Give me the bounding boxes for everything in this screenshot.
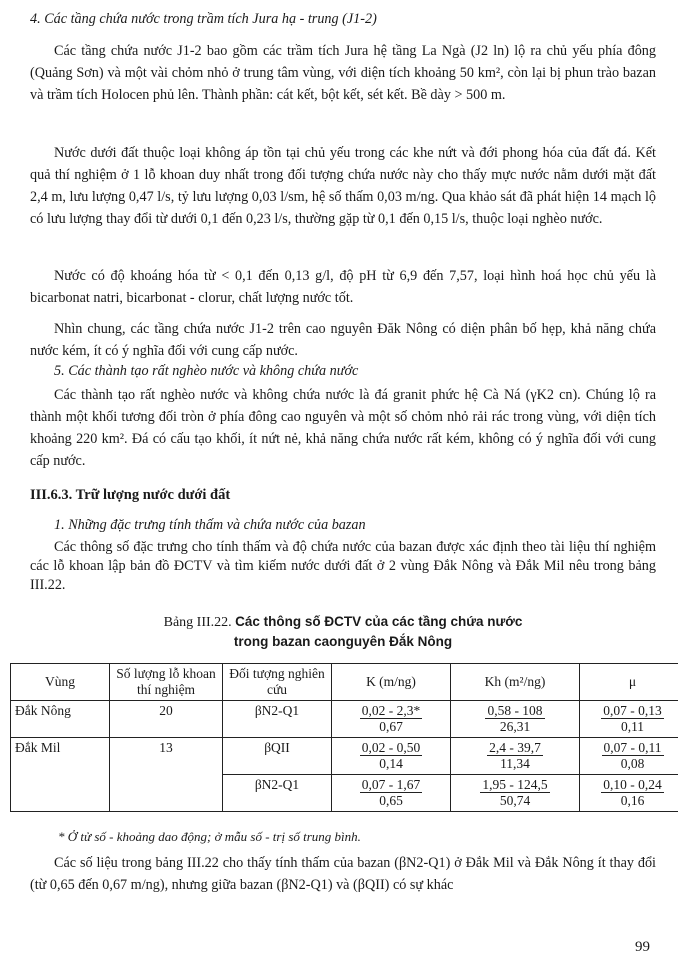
cell-mu — [580, 775, 678, 812]
table-caption-line-2: trong bazan caonguyên Đắk Nông — [233, 634, 453, 649]
section-5-heading: 5. Các thành tạo rất nghèo nước và không chứa nước — [54, 363, 359, 379]
k-average: 0,65 — [379, 793, 403, 808]
cell-object: βN2-Q1 — [223, 701, 332, 738]
table-footnote: * Ở tử số - khoảng dao động; ở mẫu số - trị số trung bình. — [58, 829, 361, 844]
table-caption-prefix: Bảng III.22. — [163, 615, 232, 630]
header-k: K (m/ng) — [332, 664, 451, 701]
cell-kh — [451, 738, 580, 775]
mu-range: 0,07 - 0,13 — [603, 703, 662, 718]
section-4-paragraph-2: Nước dưới đất thuộc loại không áp tồn tại chủ yếu trong các khe nứt và đới phong hóa của đất đá. Kết quả thí nghiệm ở 1 lỗ khoan duy nhất trong đối tượng chứa nước này cho thấy mực nước nằm dưới mặt đất 2,4 m, lưu lượng 0,47 l/s, tỷ lưu lượng 0,03 l/sm, hệ số thấm 0,03 m/ng. Qua khảo sát đã phát hiện 14 mạch lộ có lưu lượng thay đổi từ dưới 0,1 đến 0,23 l/s, thường gặp từ 0,1 đến 0,15 l/s, thuộc loại nghèo nước. — [30, 145, 656, 227]
mu-average: 0,08 — [620, 756, 645, 771]
page-number: 99 — [635, 939, 650, 955]
section-heading: III.6.3. Trữ lượng nước dưới đất — [30, 487, 231, 503]
k-range: 0,02 - 2,3* — [361, 703, 421, 718]
section-4-paragraph-4: Nhìn chung, các tầng chứa nước J1-2 trên cao nguyên Đăk Nông có diện phân bố hẹp, khả năng chứa nước kém, ít có ý nghĩa đối với cung cấp nước. — [30, 321, 656, 359]
kh-range: 1,95 - 124,5 — [482, 777, 548, 792]
header-region: Vùng — [11, 664, 110, 701]
section-4-heading: 4. Các tầng chứa nước trong trầm tích Jura hạ - trung (J1-2) — [30, 11, 377, 27]
closing-paragraph: Các số liệu trong bảng III.22 cho thấy tính thấm của bazan (βN2-Q1) ở Đắk Mil và Đắk Nông ít thay đổi (từ 0,65 đến 0,67 m/ng), nhưng giữa bazan (βN2-Q1) và (βQII) có sự khác — [30, 855, 656, 893]
k-range: 0,07 - 1,67 — [361, 777, 421, 792]
cell-region: Đắk Mil — [11, 738, 110, 812]
table-caption — [30, 612, 656, 651]
parameters-table — [10, 663, 678, 812]
cell-k — [332, 775, 451, 812]
mu-range: 0,07 - 0,11 — [603, 740, 662, 755]
cell-kh — [451, 701, 580, 738]
table-caption-line-1: Các thông số ĐCTV của các tầng chứa nước — [235, 614, 523, 629]
cell-count: 13 — [110, 738, 223, 812]
header-kh: Kh (m²/ng) — [451, 664, 580, 701]
table-row — [11, 738, 678, 775]
subsection-paragraph-1: Các thông số đặc trưng cho tính thấm và độ chứa nước của bazan được xác định theo tài liệu thí nghiệm các lỗ khoan lập bản đồ ĐCTV và tìm kiếm nước dưới đất ở 2 vùng Đắk Nông và Đắk Mil nêu trong bảng III.22. — [30, 539, 656, 593]
cell-object: βQII — [223, 738, 332, 775]
cell-k — [332, 701, 451, 738]
cell-mu — [580, 701, 678, 738]
header-mu: μ — [580, 664, 678, 701]
mu-range: 0,10 - 0,24 — [603, 777, 662, 792]
mu-average: 0,11 — [620, 719, 645, 734]
kh-average: 26,31 — [499, 719, 531, 734]
cell-object: βN2-Q1 — [223, 775, 332, 812]
subsection-heading: 1. Những đặc trưng tính thấm và chứa nước của bazan — [54, 517, 366, 533]
kh-average: 11,34 — [500, 756, 530, 771]
table-row — [11, 701, 678, 738]
cell-k — [332, 738, 451, 775]
k-range: 0,02 - 0,50 — [361, 740, 421, 755]
cell-count: 20 — [110, 701, 223, 738]
table-header-row — [11, 664, 678, 701]
kh-range: 0,58 - 108 — [487, 703, 543, 718]
k-average: 0,14 — [379, 756, 403, 771]
cell-kh — [451, 775, 580, 812]
kh-average: 50,74 — [499, 793, 531, 808]
section-4-paragraph-1: Các tầng chứa nước J1-2 bao gồm các trầm tích Jura hệ tầng La Ngà (J2 ln) lộ ra chủ yếu phía đông (Quảng Sơn) và một vài chỏm nhỏ ở trung tâm vùng, với diện tích khoảng 50 km², còn lại bị phun trào bazan và trầm tích Holocen phủ lên. Thành phần: cát kết, bột kết, sét kết. Bề dày > 500 m. — [30, 43, 656, 103]
mu-average: 0,16 — [620, 793, 645, 808]
header-study-object: Đối tượng nghiên cứu — [223, 664, 332, 701]
header-borehole-count: Số lượng lỗ khoan thí nghiệm — [110, 664, 223, 701]
cell-region: Đắk Nông — [11, 701, 110, 738]
kh-range: 2,4 - 39,7 — [489, 740, 541, 755]
cell-mu — [580, 738, 678, 775]
k-average: 0,67 — [379, 719, 403, 734]
section-4-paragraph-3: Nước có độ khoáng hóa từ < 0,1 đến 0,13 g/l, độ pH từ 6,9 đến 7,57, loại hình hoá học chủ yếu là bicarbonat natri, bicarbonat - clorur, chất lượng nước tốt. — [30, 268, 656, 306]
section-5-paragraph-1: Các thành tạo rất nghèo nước và không chứa nước là đá granit phức hệ Cà Ná (γK2 cn). Chúng lộ ra thành một khối tương đối tròn ở phía đông cao nguyên và một số chỏm nhỏ rải rác trong vùng, với diện tích khoảng 220 km². Đá có cấu tạo khối, ít nứt nẻ, khả năng chứa nước rất kém, không có ý nghĩa đối với cung cấp nước. — [30, 387, 656, 469]
